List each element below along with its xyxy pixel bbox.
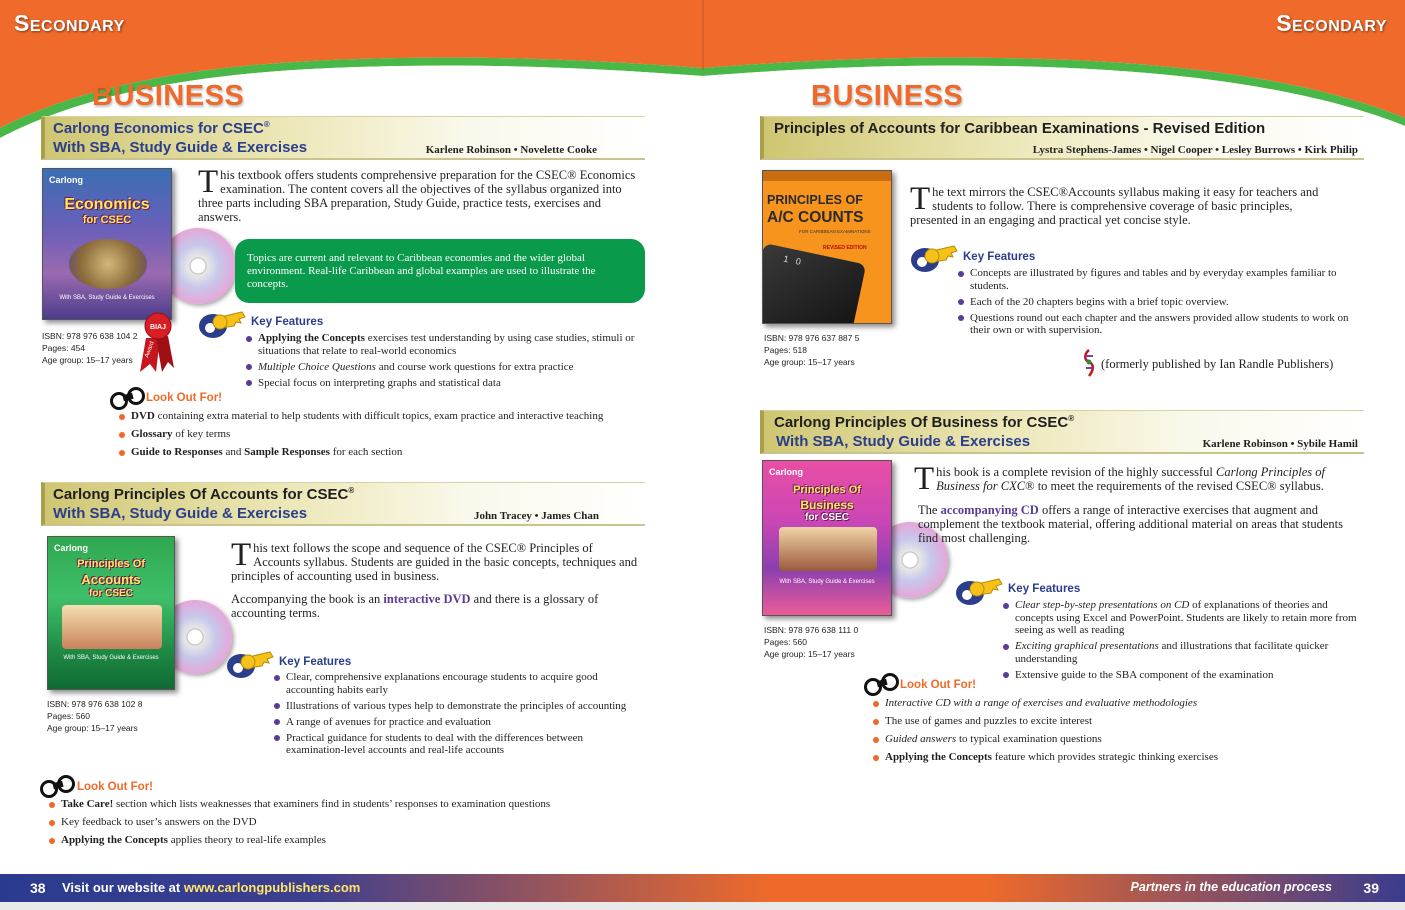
cover-title: Principles Of [793, 484, 861, 496]
age-group: Age group: 15–17 years [764, 357, 855, 367]
binoculars-icon [110, 386, 146, 410]
isbn: ISBN: 978 976 638 111 0 [764, 625, 859, 635]
book-description [910, 181, 1330, 227]
footer-edge [0, 902, 1405, 910]
page-title-right: BUSINESS [811, 80, 964, 112]
book-description: This book is a complete revision of the highly successful Carlong Principles of Business for CXC® to meet the requirements of the revised CSEC® syllabus. [914, 461, 1326, 497]
binoculars-icon [864, 672, 900, 696]
page-title-left: BUSINESS [92, 80, 245, 112]
book-cover-business [762, 460, 892, 616]
list-item: Guided answers to typical examination questions [871, 733, 1351, 746]
list-item: Practical guidance for students to deal with the differences between examination-level accounts and real-life accounts [272, 732, 632, 757]
isbn: ISBN: 978 976 637 887 5 [764, 333, 860, 343]
key-features-list [956, 267, 1352, 340]
list-item: Interactive CD with a range of exercises and evaluative methodologies [871, 697, 1351, 710]
cover-series: With SBA, Study Guide & Exercises [59, 295, 155, 301]
cover-subtitle: FOR CARIBBEAN EXAMINATIONS [799, 229, 871, 234]
website-link[interactable]: www.carlongpublishers.com [183, 880, 361, 895]
cover-edition: REVISED EDITION [823, 245, 867, 251]
book-title-line1: Carlong Economics for CSEC® [53, 120, 270, 137]
book-description-2: The accompanying CD offers a range of interactive exercises that augment and complement the textbook material, offering additional material on areas that students find most challenging. [918, 503, 1343, 545]
list-item: A range of avenues for practice and evaluation [272, 716, 632, 729]
binoculars-icon [40, 774, 76, 798]
cover-photo [62, 605, 162, 649]
key-features-list [1001, 599, 1357, 685]
section-label-left: Secondary [14, 10, 125, 36]
page-count: Pages: 560 [47, 711, 91, 721]
book-description-2: Accompanying the book is an interactive DVD and there is a glossary of accounting terms. [231, 592, 599, 620]
cover-photo [69, 239, 147, 289]
list-item: Concepts are illustrated by figures and tables and by everyday examples familiar to students. [956, 267, 1352, 292]
book-cover-accounts [47, 536, 175, 690]
book-title-bar-accounts [41, 482, 645, 526]
look-out-list [117, 410, 647, 464]
book-authors: Lystra Stephens-James • Nigel Cooper • Lesley Burrows • Kirk Philip [1032, 144, 1358, 156]
cover-series: With SBA, Study Guide & Exercises [63, 655, 159, 661]
look-out-heading: Look Out For! [77, 781, 154, 793]
age-group: Age group: 15–17 years [47, 723, 138, 733]
page-number-right: 39 [1363, 880, 1379, 896]
description-text: he text mirrors the CSEC®Accounts syllabus making it easy for teachers and students to follow. There is comprehensive coverage of basic principles, presented in an engaging and practical yet concise style. [910, 185, 1319, 227]
footer-tagline: Partners in the education process [1130, 880, 1332, 894]
page-number-left: 38 [30, 880, 46, 896]
list-item: Each of the 20 chapters begins with a brief topic overview. [956, 296, 1352, 309]
list-item: Clear, comprehensive explanations encourage students to acquire good accounting habits early [272, 671, 632, 696]
book-authors: Karlene Robinson • Novelette Cooke [425, 144, 597, 156]
list-item: The use of games and puzzles to excite interest [871, 715, 1351, 728]
book-cover-economics [42, 168, 172, 320]
description-text: his textbook offers students comprehensive preparation for the CSEC® Economics examination. The content covers all the objectives of the syllabus organized into three parts including SBA preparation, Study Guide, practice tests, exercises and answers. [198, 168, 636, 224]
look-out-list [47, 798, 647, 852]
cover-photo [779, 527, 877, 571]
publisher-note: (formerly published by Ian Randle Publishers) [1101, 357, 1334, 371]
cover-band [763, 171, 891, 181]
cover-brand: Carlong [54, 543, 89, 553]
list-item: Applying the Concepts exercises test understanding by using case studies, stimuli or situations that relate to real-world economics [244, 332, 644, 357]
award-ribbon-icon [138, 310, 174, 374]
list-item: Special focus on interpreting graphs and statistical data [244, 377, 644, 390]
book-title-bar-business [760, 410, 1364, 454]
footer-visit-text: Visit our website at www.carlongpublishers.com [62, 880, 361, 895]
key-features-list [244, 332, 644, 393]
book-title-line1: Carlong Principles Of Accounts for CSEC® [53, 486, 355, 503]
accompanying-cd-highlight: accompanying CD [940, 503, 1039, 517]
list-item: Illustrations of various types help to demonstrate the principles of accounting [272, 700, 632, 713]
list-item: Questions round out each chapter and the answers provided allow students to work on their own or with supervision. [956, 312, 1352, 337]
isbn: ISBN: 978 976 638 104 2 [42, 331, 138, 341]
look-out-heading: Look Out For! [900, 679, 977, 691]
key-features-list [272, 671, 632, 760]
page-count: Pages: 518 [764, 345, 808, 355]
book-cover-caribbean-accounts [762, 170, 892, 324]
key-icon [198, 308, 250, 340]
list-item: Applying the Concepts feature which provides strategic thinking exercises [871, 751, 1351, 764]
book-authors: John Tracey • James Chan [473, 510, 599, 522]
list-item: Extensive guide to the SBA component of the examination [1001, 669, 1357, 682]
key-features-heading: Key Features [1008, 583, 1081, 595]
cover-title: Business [800, 498, 854, 512]
award-label-text: Award [144, 340, 156, 359]
age-group: Age group: 15–17 years [764, 649, 855, 659]
cover-brand: Carlong [769, 467, 804, 477]
cover-title: Accounts [81, 572, 141, 587]
list-item: Exciting graphical presentations and illustrations that facilitate quicker understanding [1001, 640, 1357, 665]
drop-cap: T [910, 181, 931, 217]
interactive-dvd-highlight: interactive DVD [383, 592, 471, 606]
list-item: Multiple Choice Questions and course work questions for extra practice [244, 361, 644, 374]
book-title-line1: Principles of Accounts for Caribbean Examinations - Revised Edition [774, 120, 1266, 137]
book-meta [42, 330, 137, 366]
drop-cap: T [231, 537, 252, 573]
book-title-line1: Carlong Principles Of Business for CSEC® [774, 414, 1075, 431]
award-seal-text: BIAJ [150, 324, 166, 331]
isbn: ISBN: 978 976 638 102 8 [47, 699, 143, 709]
cover-subtitle: for CSEC [805, 512, 849, 523]
cover-series: With SBA, Study Guide & Exercises [779, 579, 875, 585]
key-features-heading: Key Features [251, 316, 324, 328]
book-title-bar-economics [41, 116, 645, 160]
page-count: Pages: 560 [764, 637, 808, 647]
section-label-right: Secondary [1276, 10, 1387, 36]
list-item: Applying the Concepts applies theory to real-life examples [47, 834, 647, 847]
book-description [231, 537, 641, 583]
key-icon [955, 575, 1007, 607]
cover-subtitle: for CSEC [82, 214, 132, 226]
list-item: Glossary of key terms [117, 428, 647, 441]
page-count: Pages: 454 [42, 343, 86, 353]
look-out-list [871, 697, 1351, 769]
cover-subtitle: for CSEC [89, 588, 133, 599]
book-description [198, 164, 644, 224]
list-item: Key feedback to user’s answers on the DVD [47, 816, 647, 829]
calculator-image [762, 243, 866, 324]
drop-cap: T [198, 164, 219, 200]
cover-title: A/C COUNTS [767, 209, 864, 226]
book-meta [764, 624, 858, 660]
callout-box: Topics are current and relevant to Caribbean economies and the wider global environment. Real-life Caribbean and global examples are used to illustrate the concepts. [235, 239, 645, 303]
list-item: Take Care! section which lists weaknesses that examiners find in students’ responses to examination questions [47, 798, 647, 811]
cover-brand: Carlong [49, 175, 84, 185]
book-authors: Karlene Robinson • Sybile Hamil [1202, 438, 1358, 450]
key-icon [226, 648, 278, 680]
list-item: Clear step-by-step presentations on CD of explanations of theories and concepts using Excel and PowerPoint. Students are likely to retain more from seeing as well as reading [1001, 599, 1357, 637]
age-group: Age group: 15–17 years [42, 355, 133, 365]
book-meta [47, 698, 142, 734]
ian-randle-logo-icon [1080, 348, 1098, 378]
book-meta [764, 332, 859, 368]
list-item: Guide to Responses and Sample Responses for each section [117, 446, 647, 459]
key-features-heading: Key Features [963, 251, 1036, 263]
book-title-line2: With SBA, Study Guide & Exercises [776, 433, 1031, 450]
drop-cap: T [914, 461, 935, 497]
key-features-heading: Key Features [279, 656, 352, 668]
list-item: DVD containing extra material to help students with difficult topics, exam practice and interactive teaching [117, 410, 647, 423]
cover-title: Principles Of [77, 558, 145, 570]
look-out-heading: Look Out For! [146, 392, 223, 404]
key-icon [910, 242, 962, 274]
book-title-bar-caribbean-accounts [760, 116, 1364, 160]
description-text: his text follows the scope and sequence of the CSEC® Principles of Accounts syllabus. Students are guided in the basic concepts, techniques and principles of accounting used in business. [231, 541, 638, 583]
cover-title: PRINCIPLES OF [767, 193, 863, 207]
book-title-line2: With SBA, Study Guide & Exercises [53, 505, 308, 522]
cover-title: Economics [64, 196, 150, 213]
calculator-keys: 1 0 [782, 253, 802, 267]
book-title-line2: With SBA, Study Guide & Exercises [53, 139, 308, 156]
